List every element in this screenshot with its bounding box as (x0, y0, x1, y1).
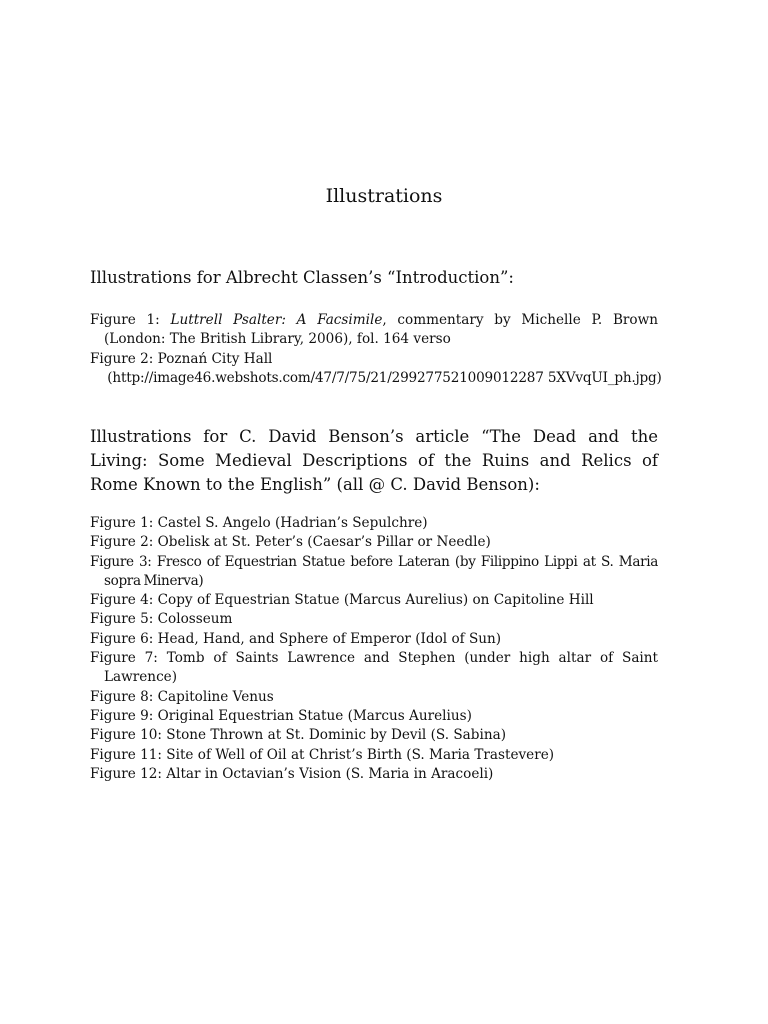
figure-entry: Figure 4: Copy of Equestrian Statue (Marcus Aurelius) on Capitoline Hill (90, 592, 594, 609)
figure-description: Poznań City Hall (157, 350, 273, 367)
page-title: Illustrations (325, 185, 443, 207)
figure-entry: Figure 6: Head, Hand, and Sphere of Emperor (Idol of Sun) (90, 630, 502, 647)
figure-entry: Figure 9: Original Equestrian Statue (Marcus Aurelius) (90, 707, 472, 724)
figure-url: (http://image46.webshots.com/47/7/75/21/299277521009012287 5XVvqUI_ph.jpg) (107, 369, 662, 386)
figure-entry: Figure 8: Capitoline Venus (90, 688, 274, 705)
section-heading-classen: Illustrations for Albrecht Classen’s “Introduction”: (90, 268, 514, 287)
figure-label: Figure 1: (90, 312, 171, 328)
figure-entry: Figure 2: Obelisk at St. Peter’s (Caesar’s Pillar or Needle) (90, 534, 491, 551)
figure-title-italic: Luttrell Psalter: A Facsimile (170, 312, 383, 328)
figure-source-url (90, 369, 662, 388)
figure-list-classen (90, 311, 662, 388)
figure-entry (90, 350, 658, 369)
figure-entry: Figure 7: Tomb of Saints Lawrence and Stephen (under high altar of Saint Lawrence) (90, 650, 658, 686)
figure-entry: Figure 11: Site of Well of Oil at Christ’s Birth (S. Maria Trastevere) (90, 746, 555, 763)
figure-entry: Figure 5: Colosseum (90, 611, 233, 628)
figure-entry: Figure 12: Altar in Octavian’s Vision (S. Maria in Aracoeli) (90, 765, 494, 782)
figure-entry (90, 311, 658, 350)
figure-entry: Figure 1: Castel S. Angelo (Hadrian’s Sepulchre) (90, 515, 428, 531)
figure-list-benson (90, 514, 658, 784)
figure-entry: Figure 10: Stone Thrown at St. Dominic by Devil (S. Sabina) (90, 727, 507, 744)
section-heading-benson: Illustrations for C. David Benson’s article “The Dead and the Living: Some Medieval Descriptions of the Ruins and Relics of Rome Known to the English” (all @ C. David Benson): (90, 427, 658, 494)
figure-label: Figure 2: (90, 350, 158, 367)
figure-description: , commentary by Michelle P. Brown (London: The British Library, 2006), fol. 164 verso (104, 312, 659, 348)
figure-entry: Figure 3: Fresco of Equestrian Statue before Lateran (by Filippino Lippi at S. Maria sopra Minerva) (90, 553, 658, 589)
